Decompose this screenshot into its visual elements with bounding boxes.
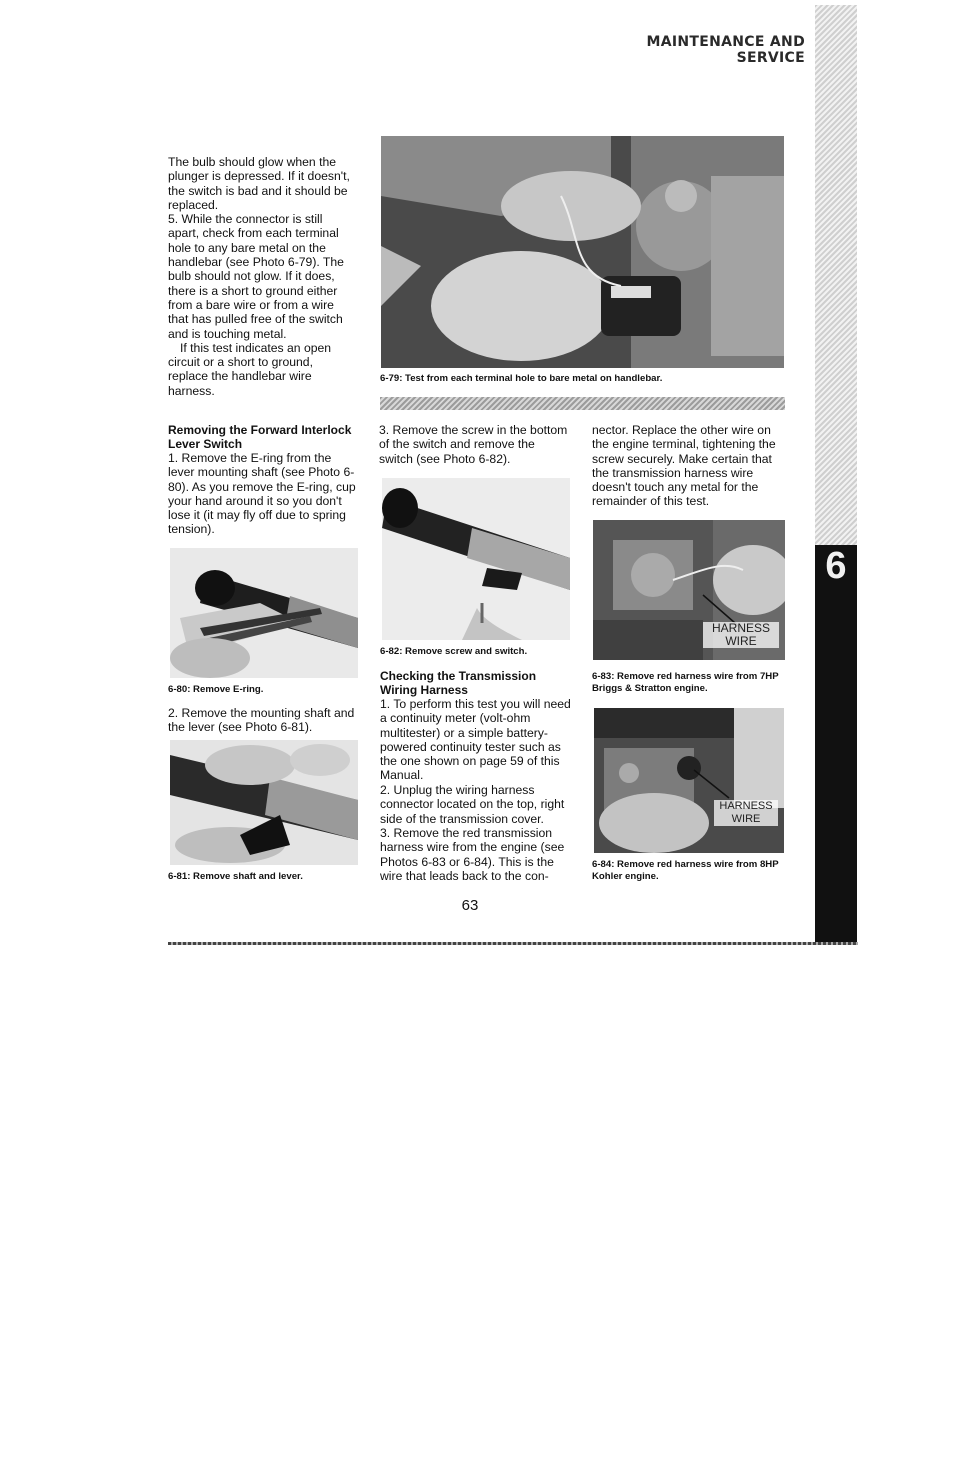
- intro-text-block: [168, 155, 356, 398]
- photo-6-79-image: [381, 136, 784, 368]
- step-2-text: 2. Remove the mounting shaft and the lever (see Photo 6-81).: [168, 706, 355, 735]
- photo-6-84-image: [594, 708, 784, 853]
- caption-6-80: 6-80: Remove E-ring.: [168, 684, 264, 695]
- section-heading-interlock-switch: Removing the Forward Interlock Lever Switch: [168, 423, 352, 451]
- label-line: WIRE: [725, 634, 757, 648]
- step-3-text: 3. Remove the red transmission harness wire from the engine (see Photos 6-83 or 6-84). This is the wire that leads back to the con-: [380, 826, 565, 883]
- step-1-text: 1. Remove the E-ring from the lever mounting shaft (see Photo 6-80). As you remove the E-ring, cup your hand around it so you don't lose it (it may fly off due to spring tension).: [168, 451, 356, 537]
- caption-6-81: 6-81: Remove shaft and lever.: [168, 871, 303, 882]
- paragraph: If this test indicates an open circuit or a short to ground, replace the handlebar wire harness.: [168, 340, 332, 398]
- photo-6-81: [170, 740, 358, 865]
- photo-6-82: [382, 478, 570, 640]
- caption-6-82: 6-82: Remove screw and switch.: [380, 646, 528, 657]
- photo-6-82-image: [382, 478, 570, 640]
- harness-wire-label-6-83: [703, 622, 779, 648]
- photo-6-84: [594, 708, 784, 853]
- page-header: MAINTENANCE AND SERVICE: [646, 34, 805, 66]
- photo-6-80-image: [170, 548, 358, 678]
- step-2-text: 2. Unplug the wiring harness connector located on the top, right side of the transmission cover.: [380, 783, 565, 826]
- label-line: HARNESS: [719, 800, 773, 812]
- caption-6-79: 6-79: Test from each terminal hole to bare metal on handlebar.: [380, 373, 663, 384]
- label-line: HARNESS: [711, 621, 770, 635]
- caption-6-83: 6-83: Remove red harness wire from 7HP Briggs & Stratton engine.: [592, 671, 779, 694]
- step-3-text: 3. Remove the screw in the bottom of the switch and remove the switch (see Photo 6-82).: [379, 423, 568, 466]
- continuation-text: nector. Replace the other wire on the engine terminal, tightening the screw securely. Make certain that the transmission harness wire doesn't touch any metal for the remainder of this test.: [592, 423, 776, 509]
- chapter-tab-number: 6: [825, 545, 847, 587]
- photo-6-79: [381, 136, 784, 368]
- step-1-text: 1. To perform this test you will need a continuity meter (volt-ohm multitester) or a simple battery-powered continuity tester such as the one shown on page 59 of this Manual.: [380, 697, 571, 783]
- bottom-rule: [168, 942, 858, 945]
- caption-6-84: 6-84: Remove red harness wire from 8HP Kohler engine.: [592, 859, 779, 882]
- label-line: WIRE: [731, 813, 761, 825]
- photo-6-81-image: [170, 740, 358, 865]
- page-number: 63: [461, 897, 479, 914]
- paragraph: 5. While the connector is still apart, check from each terminal hole to any bare metal on the handlebar (see Photo 6-79). The bulb should not glow. If it does, there is a short to ground either from a bare wire or from a wire that has pulled free of the switch and is touching metal.: [168, 212, 344, 341]
- chapter-tab: [815, 545, 857, 945]
- photo-6-80: [170, 548, 358, 678]
- section-divider: [380, 397, 785, 410]
- paragraph: The bulb should glow when the plunger is depressed. If it doesn't, the switch is bad and it should be replaced.: [168, 155, 350, 212]
- harness-wire-label-6-84: [714, 800, 778, 826]
- section-heading-transmission-harness: Checking the Transmission Wiring Harness: [380, 669, 537, 697]
